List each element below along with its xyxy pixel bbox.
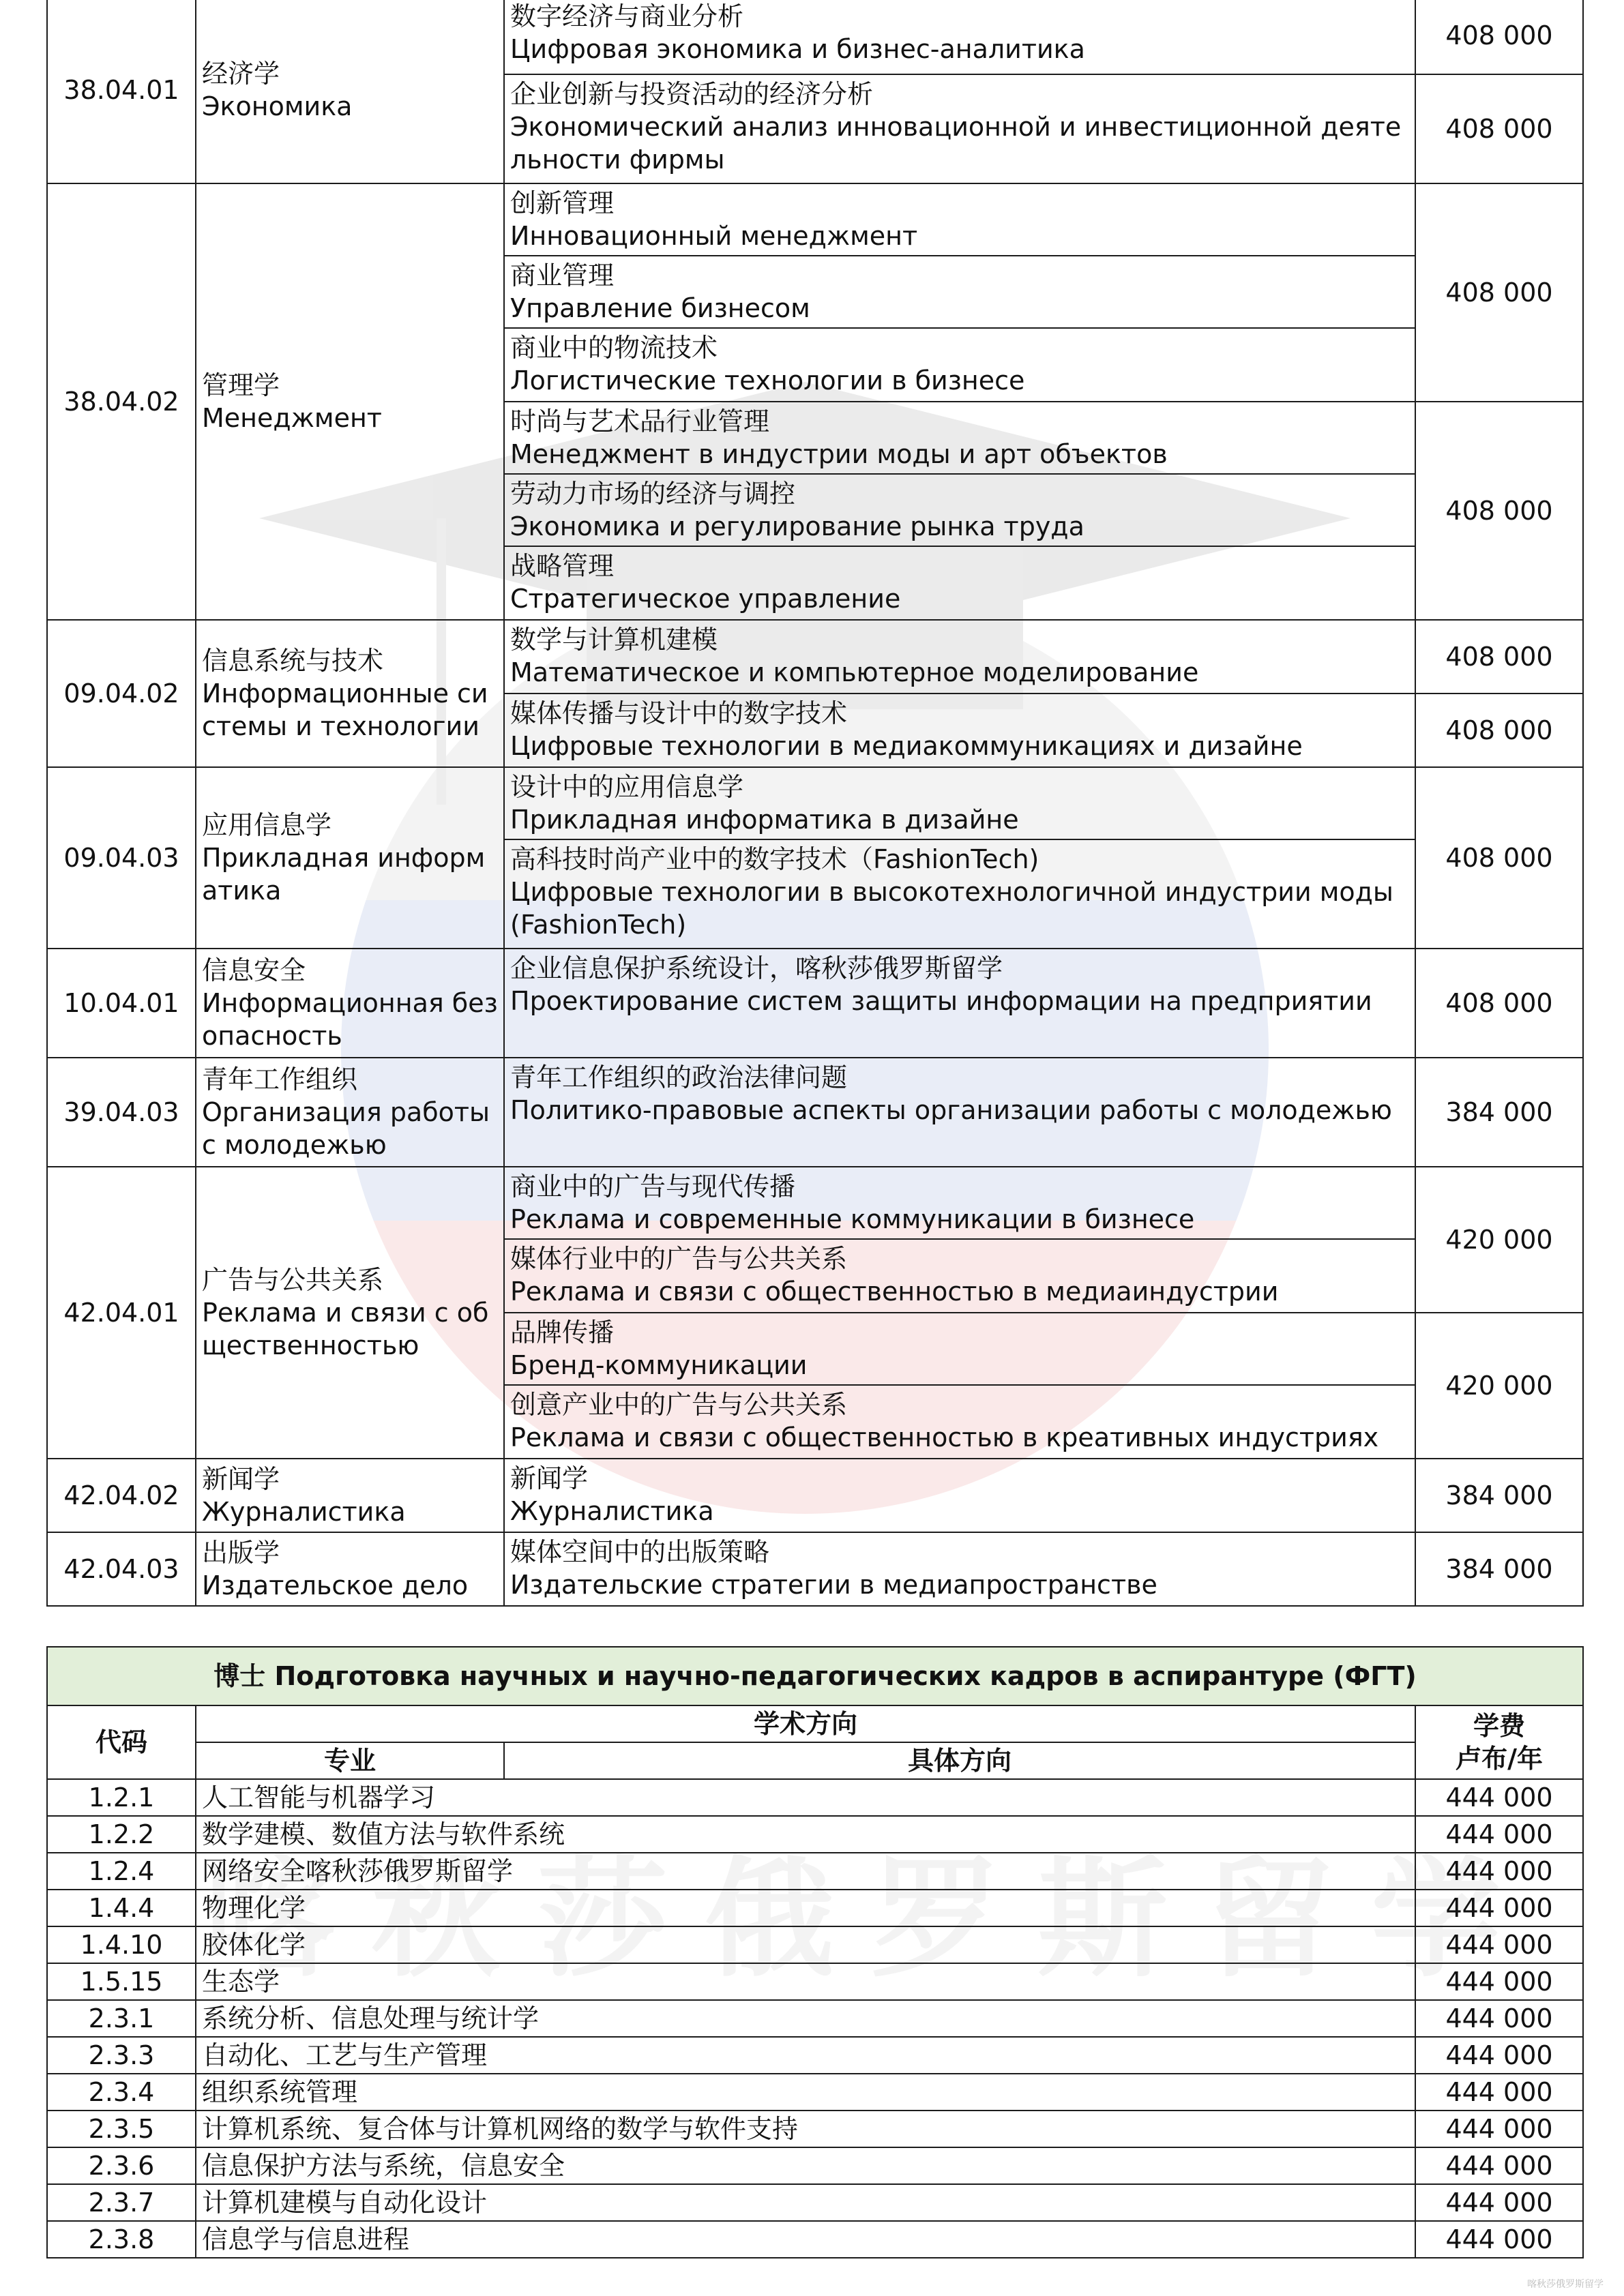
- phd-price: 444 000: [1415, 2074, 1583, 2111]
- direction-cell: [504, 949, 1415, 1058]
- direction-ru: Экономика и регулирование рынка труда: [510, 511, 1084, 541]
- phd-code: 2.3.7: [47, 2184, 196, 2221]
- phd-row: [47, 1816, 1583, 1853]
- program-code: 42.04.01: [47, 1167, 196, 1459]
- direction-ru: Реклама и связи с общественностью в медиаиндустрии: [510, 1277, 1279, 1307]
- phd-price: 444 000: [1415, 2000, 1583, 2037]
- phd-row: [47, 1853, 1583, 1890]
- direction-entry: [505, 621, 1415, 691]
- program-row: [47, 1532, 1583, 1606]
- specialty-cell: [196, 1532, 504, 1606]
- footer-watermark: 喀秋莎俄罗斯留学: [1527, 2279, 1604, 2290]
- header-code: 代码: [47, 1705, 196, 1779]
- header-fee-1: 学费: [1473, 1711, 1526, 1741]
- direction-ru: Прикладная информатика в дизайне: [510, 805, 1019, 835]
- phd-price: 444 000: [1415, 2111, 1583, 2147]
- phd-row: [47, 2111, 1583, 2147]
- program-code: 42.04.02: [47, 1459, 196, 1532]
- direction-entry: [505, 768, 1415, 839]
- specialty-cn: 经济学: [202, 59, 280, 89]
- specialty-cn: 新闻学: [202, 1464, 280, 1494]
- phd-table: [46, 1646, 1584, 2258]
- phd-specialty: 物理化学: [196, 1890, 1415, 1926]
- direction-cell: [504, 620, 1415, 694]
- phd-price: 444 000: [1415, 1963, 1583, 2000]
- phd-row: [47, 2037, 1583, 2074]
- program-code: 42.04.03: [47, 1532, 196, 1606]
- specialty-ru: Менеджмент: [202, 403, 382, 433]
- direction-cell: [504, 74, 1415, 183]
- direction-cn: 商业管理: [510, 260, 615, 290]
- program-row: [47, 767, 1583, 949]
- tuition-price: 408 000: [1415, 402, 1583, 620]
- specialty-cell: [196, 949, 504, 1058]
- specialty-ru: Информационная безопасность: [202, 988, 498, 1051]
- program-row: [47, 0, 1583, 74]
- specialty-cn: 广告与公共关系: [202, 1265, 384, 1295]
- phd-title: 博士 Подготовка научных и научно-педагогических кадров в аспирантуре (ФГТ): [47, 1647, 1583, 1705]
- direction-cn: 商业中的广告与现代传播: [510, 1172, 796, 1202]
- program-code: 38.04.02: [47, 183, 196, 620]
- direction-entry: [505, 1167, 1415, 1238]
- direction-cell: [504, 694, 1415, 767]
- direction-ru: Управление бизнесом: [510, 293, 810, 323]
- phd-row: [47, 2147, 1583, 2184]
- direction-cn: 数学与计算机建模: [510, 625, 718, 655]
- phd-price: 444 000: [1415, 1890, 1583, 1926]
- specialty-cn: 出版学: [202, 1538, 280, 1568]
- phd-price: 444 000: [1415, 1926, 1583, 1963]
- phd-specialty: 组织系统管理: [196, 2074, 1415, 2111]
- direction-entry: [505, 1238, 1415, 1311]
- phd-specialty: 网络安全喀秋莎俄罗斯留学: [196, 1853, 1415, 1890]
- direction-cn: 媒体传播与设计中的数字技术: [510, 698, 848, 728]
- specialty-cell: [196, 1058, 504, 1167]
- direction-entry: [505, 1533, 1415, 1604]
- direction-cn: 设计中的应用信息学: [510, 772, 744, 802]
- direction-entry: [505, 949, 1415, 1020]
- direction-cn: 媒体行业中的广告与公共关系: [510, 1244, 848, 1274]
- direction-ru: Логистические технологии в бизнесе: [510, 366, 1025, 396]
- specialty-cn: 青年工作组织: [202, 1064, 358, 1094]
- tuition-price: 408 000: [1415, 694, 1583, 767]
- specialty-cell: [196, 1167, 504, 1459]
- direction-ru: Издательские стратегии в медиапространстве: [510, 1570, 1157, 1600]
- direction-ru: Политико-правовые аспекты организации работы с молодежью: [510, 1095, 1392, 1125]
- tuition-price: 384 000: [1415, 1459, 1583, 1532]
- tuition-price: 408 000: [1415, 74, 1583, 183]
- direction-ru: Цифровые технологии в медиакоммуникациях и дизайне: [510, 731, 1303, 761]
- direction-cell: [504, 1459, 1415, 1532]
- direction-cn: 企业创新与投资活动的经济分析: [510, 79, 874, 109]
- specialty-ru: Прикладная информатика: [202, 843, 486, 906]
- header-specialty: 专业: [196, 1742, 504, 1779]
- phd-code: 1.2.4: [47, 1853, 196, 1890]
- phd-code: 2.3.4: [47, 2074, 196, 2111]
- direction-ru: Математическое и компьютерное моделирование: [510, 657, 1199, 687]
- phd-price: 444 000: [1415, 1816, 1583, 1853]
- phd-specialty: 人工智能与机器学习: [196, 1779, 1415, 1816]
- direction-ru: Реклама и современные коммуникации в бизнесе: [510, 1204, 1195, 1234]
- direction-cn: 数字经济与商业分析: [510, 1, 744, 31]
- program-row: [47, 949, 1583, 1058]
- phd-code: 1.4.10: [47, 1926, 196, 1963]
- direction-ru: Реклама и связи с общественностью в креативных индустриях: [510, 1422, 1379, 1452]
- direction-ru: Экономический анализ инновационной и инвестиционной деятельности фирмы: [510, 112, 1402, 175]
- phd-code: 2.3.1: [47, 2000, 196, 2037]
- direction-entry: [505, 184, 1415, 255]
- direction-ru: Инновационный менеджмент: [510, 221, 918, 251]
- phd-row: [47, 2184, 1583, 2221]
- direction-entry: [505, 255, 1415, 327]
- phd-row: [47, 2221, 1583, 2258]
- phd-code: 2.3.3: [47, 2037, 196, 2074]
- phd-row: [47, 1890, 1583, 1926]
- direction-cell: [504, 1313, 1415, 1459]
- phd-row: [47, 2074, 1583, 2111]
- direction-cell: [504, 1532, 1415, 1606]
- specialty-ru: Организация работы с молодежью: [202, 1097, 490, 1160]
- phd-code: 1.2.1: [47, 1779, 196, 1816]
- phd-specialty: 自动化、工艺与生产管理: [196, 2037, 1415, 2074]
- specialty-cell: [196, 767, 504, 949]
- direction-cell: [504, 767, 1415, 949]
- direction-entry: [505, 0, 1415, 68]
- specialty-cn: 信息系统与技术: [202, 646, 384, 676]
- header-fee-2: 卢布/年: [1456, 1744, 1543, 1774]
- masters-table: [46, 0, 1584, 1607]
- phd-price: 444 000: [1415, 2037, 1583, 2074]
- direction-entry: [505, 473, 1415, 546]
- phd-price: 444 000: [1415, 1853, 1583, 1890]
- direction-ru: Цифровая экономика и бизнес-аналитика: [510, 34, 1085, 64]
- tuition-price: 408 000: [1415, 183, 1583, 402]
- phd-title-row: [47, 1647, 1583, 1705]
- direction-cn: 品牌传播: [510, 1317, 615, 1347]
- phd-specialty: 数学建模、数值方法与软件系统: [196, 1816, 1415, 1853]
- program-row: [47, 1058, 1583, 1167]
- direction-cn: 时尚与艺术品行业管理: [510, 406, 770, 436]
- specialty-cn: 管理学: [202, 370, 280, 400]
- direction-cn: 商业中的物流技术: [510, 333, 718, 363]
- phd-specialty: 计算机建模与自动化设计: [196, 2184, 1415, 2221]
- specialty-ru: Экономика: [202, 91, 353, 121]
- direction-cn: 创意产业中的广告与公共关系: [510, 1390, 848, 1420]
- phd-specialty: 计算机系统、复合体与计算机网络的数学与软件支持: [196, 2111, 1415, 2147]
- direction-entry: [505, 839, 1415, 944]
- direction-cn: 媒体空间中的出版策略: [510, 1537, 770, 1567]
- direction-cell: [504, 1167, 1415, 1313]
- tuition-price: 408 000: [1415, 949, 1583, 1058]
- direction-cn: 企业信息保护系统设计，喀秋莎俄罗斯留学: [510, 953, 1003, 983]
- direction-cn: 创新管理: [510, 188, 615, 218]
- phd-price: 444 000: [1415, 2147, 1583, 2184]
- specialty-ru: Реклама и связи с общественностью: [202, 1298, 489, 1360]
- header-academic: 学术方向: [196, 1705, 1415, 1742]
- direction-cn: 劳动力市场的经济与调控: [510, 479, 796, 509]
- direction-cell: [504, 0, 1415, 74]
- specialty-cell: [196, 620, 504, 767]
- direction-ru: Проектирование систем защиты информации на предприятии: [510, 986, 1372, 1016]
- direction-entry: [505, 402, 1415, 473]
- direction-entry: [505, 1384, 1415, 1457]
- direction-entry: [505, 1058, 1415, 1129]
- phd-code: 2.3.5: [47, 2111, 196, 2147]
- direction-cn: 青年工作组织的政治法律问题: [510, 1062, 848, 1092]
- program-code: 10.04.01: [47, 949, 196, 1058]
- direction-entry: [505, 1313, 1415, 1384]
- phd-specialty: 胶体化学: [196, 1926, 1415, 1963]
- phd-code: 1.2.2: [47, 1816, 196, 1853]
- tuition-price: 420 000: [1415, 1313, 1583, 1459]
- direction-entry: [505, 1459, 1415, 1530]
- phd-specialty: 信息保护方法与系统，信息安全: [196, 2147, 1415, 2184]
- specialty-cell: [196, 0, 504, 183]
- specialty-cn: 应用信息学: [202, 810, 332, 840]
- direction-ru: Стратегическое управление: [510, 584, 901, 614]
- specialty-ru: Издательское дело: [202, 1570, 469, 1600]
- specialty-ru: Информационные системы и технологии: [202, 679, 488, 741]
- phd-code: 2.3.8: [47, 2221, 196, 2258]
- direction-ru: Журналистика: [510, 1496, 714, 1526]
- phd-specialty: 系统分析、信息处理与统计学: [196, 2000, 1415, 2037]
- tuition-price: 384 000: [1415, 1532, 1583, 1606]
- phd-code: 1.5.15: [47, 1963, 196, 2000]
- direction-entry: [505, 546, 1415, 618]
- tuition-price: 384 000: [1415, 1058, 1583, 1167]
- direction-cn: 新闻学: [510, 1463, 589, 1493]
- direction-entry: [505, 327, 1415, 400]
- phd-row: [47, 1963, 1583, 2000]
- specialty-cell: [196, 1459, 504, 1532]
- direction-ru: Менеджмент в индустрии моды и арт объектов: [510, 439, 1168, 469]
- program-row: [47, 620, 1583, 694]
- tuition-price: 408 000: [1415, 0, 1583, 74]
- specialty-cn: 信息安全: [202, 955, 306, 985]
- phd-code: 1.4.4: [47, 1890, 196, 1926]
- program-row: [47, 183, 1583, 402]
- phd-price: 444 000: [1415, 2184, 1583, 2221]
- tuition-price: 408 000: [1415, 767, 1583, 949]
- phd-row: [47, 1779, 1583, 1816]
- phd-header-row-2: [47, 1742, 1583, 1779]
- tuition-price: 420 000: [1415, 1167, 1583, 1313]
- phd-specialty: 生态学: [196, 1963, 1415, 2000]
- specialty-ru: Журналистика: [202, 1497, 406, 1527]
- header-fee: [1415, 1705, 1583, 1779]
- direction-ru: Цифровые технологии в высокотехнологичной индустрии моды (FashionTech): [510, 877, 1393, 940]
- phd-header-row-1: [47, 1705, 1583, 1742]
- tuition-price: 408 000: [1415, 620, 1583, 694]
- phd-specialty: 信息学与信息进程: [196, 2221, 1415, 2258]
- header-direction: 具体方向: [504, 1742, 1415, 1779]
- phd-price: 444 000: [1415, 1779, 1583, 1816]
- direction-entry: [505, 75, 1415, 179]
- specialty-cell: [196, 183, 504, 620]
- program-code: 39.04.03: [47, 1058, 196, 1167]
- direction-cell: [504, 1058, 1415, 1167]
- phd-row: [47, 2000, 1583, 2037]
- phd-code: 2.3.6: [47, 2147, 196, 2184]
- direction-cn: 战略管理: [510, 551, 615, 581]
- program-row: [47, 1459, 1583, 1532]
- direction-cell: [504, 402, 1415, 620]
- direction-cell: [504, 183, 1415, 402]
- direction-entry: [505, 694, 1415, 765]
- phd-price: 444 000: [1415, 2221, 1583, 2258]
- phd-row: [47, 1926, 1583, 1963]
- program-code: 38.04.01: [47, 0, 196, 183]
- program-code: 09.04.03: [47, 767, 196, 949]
- program-row: [47, 1167, 1583, 1313]
- direction-cn: 高科技时尚产业中的数字技术（FashionTech): [510, 844, 1039, 874]
- direction-ru: Бренд-коммуникации: [510, 1350, 808, 1380]
- program-code: 09.04.02: [47, 620, 196, 767]
